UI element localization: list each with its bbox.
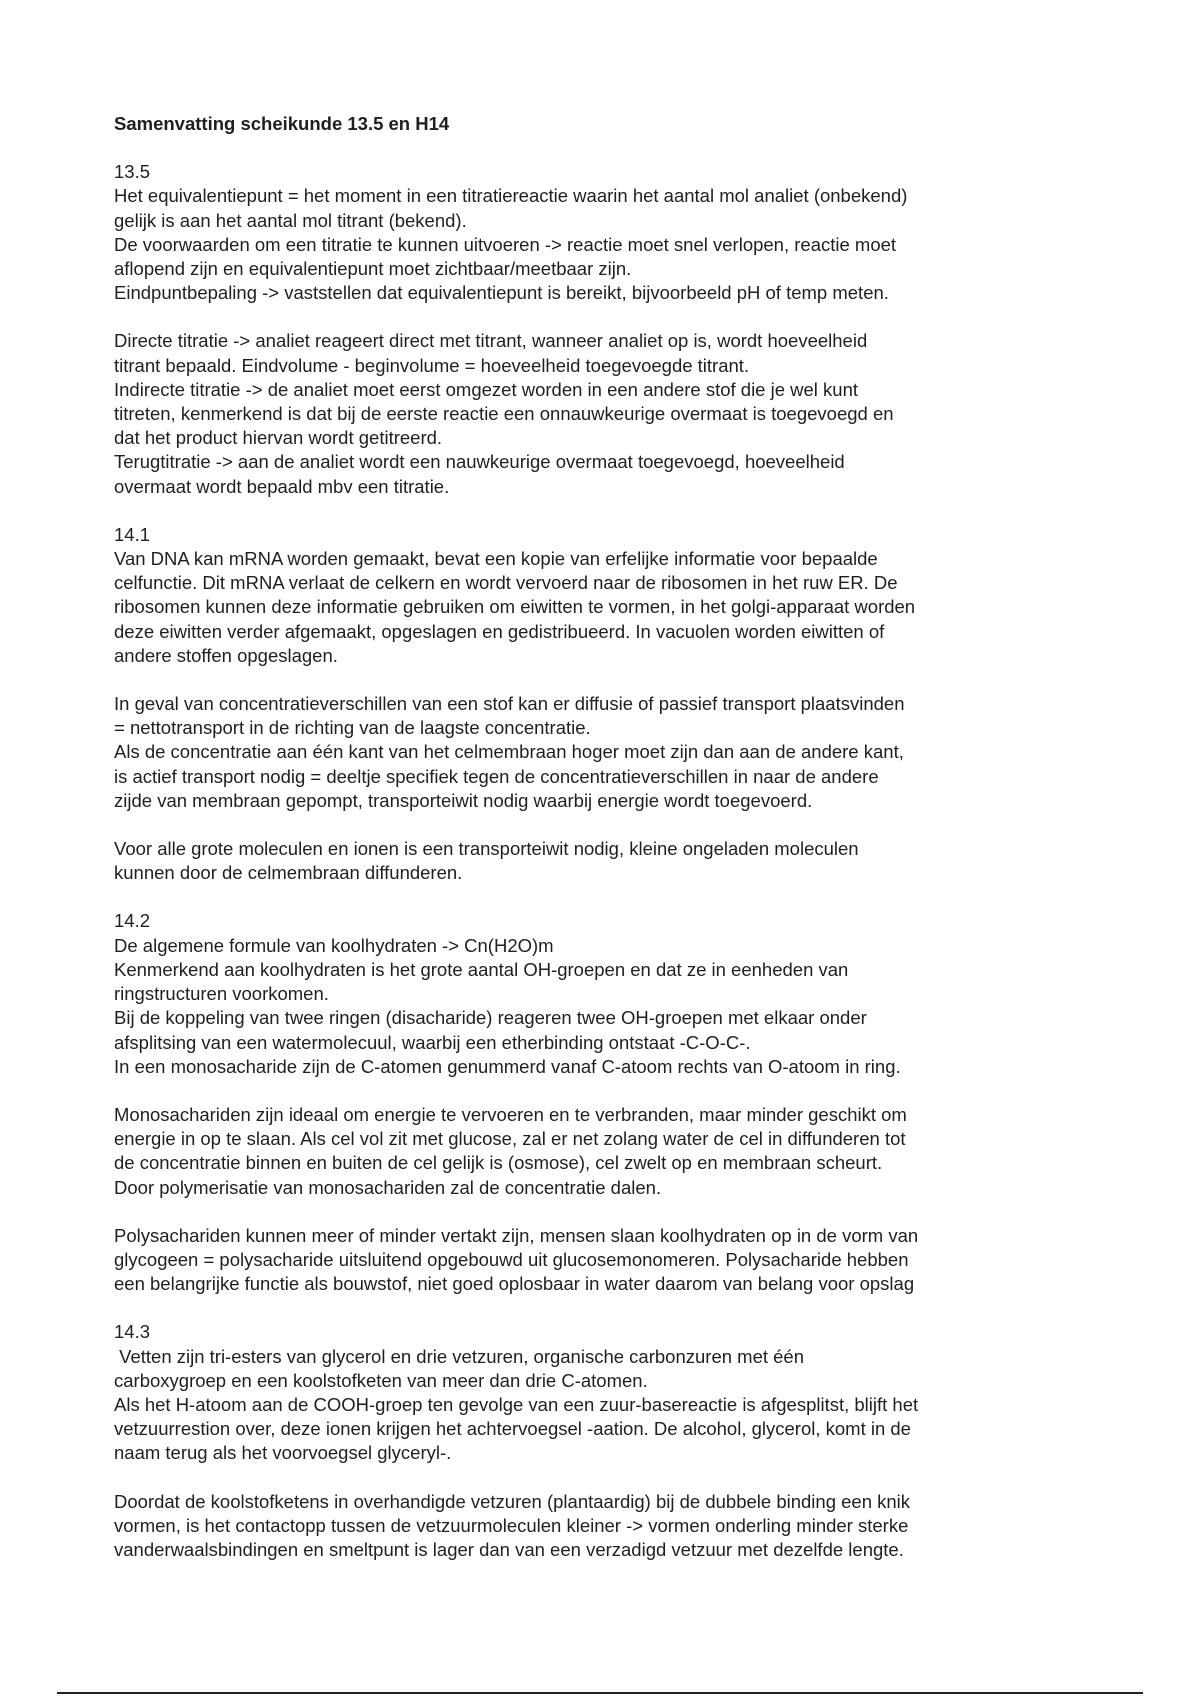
text-line: afsplitsing van een watermolecuul, waarbij een etherbinding ontstaat -C-O-C-.: [114, 1031, 751, 1053]
text-line: dat het product hiervan wordt getitreerd.: [114, 427, 443, 449]
text-line: Indirecte titratie -> de analiet moet eerst omgezet worden in een andere stof die je wel kunt: [114, 378, 859, 400]
text-line: Bij de koppeling van twee ringen (disacharide) reageren twee OH-groepen met elkaar onder: [114, 1007, 867, 1029]
text-line: Als de concentratie aan één kant van het celmembraan hoger moet zijn dan aan de andere kant,: [114, 741, 904, 763]
text-line: overmaat wordt bepaald mbv een titratie.: [114, 475, 450, 497]
text-line: 13.5: [114, 161, 151, 183]
text-line: Het equivalentiepunt = het moment in een titratiereactie waarin het aantal mol analiet (onbekend): [114, 185, 908, 207]
text-line: 14.2: [114, 910, 151, 932]
text-line: titreten, kenmerkend is dat bij de eerste reactie een onnauwkeurige overmaat is toegevoegd en: [114, 403, 894, 425]
text-line: Van DNA kan mRNA worden gemaakt, bevat een kopie van erfelijke informatie voor bepaalde: [114, 548, 878, 570]
text-line: In een monosacharide zijn de C-atomen genummerd vanaf C-atoom rechts van O-atoom in ring.: [114, 1055, 901, 1077]
text-line: vetzuurrestion over, deze ionen krijgen het achtervoegsel -aation. De alcohol, glycerol, komt in de: [114, 1418, 911, 1440]
text-line: is actief transport nodig = deeltje specifiek tegen de concentratieverschillen in naar de andere: [114, 765, 879, 787]
text-line: Terugtitratie -> aan de analiet wordt een nauwkeurige overmaat toegevoegd, hoeveelheid: [114, 451, 845, 473]
paragraph-block: [114, 1490, 1114, 1563]
text-line: Eindpuntbepaling -> vaststellen dat equivalentiepunt is bereikt, bijvoorbeeld pH of temp meten.: [114, 282, 889, 304]
text-line: Monosachariden zijn ideaal om energie te vervoeren en te verbranden, maar minder geschikt om: [114, 1103, 907, 1125]
text-line: energie in op te slaan. Als cel vol zit met glucose, zal er net zolang water de cel in diffunderen tot: [114, 1128, 906, 1150]
paragraph-block: [114, 1103, 1114, 1200]
text-line: celfunctie. Dit mRNA verlaat de celkern en wordt vervoerd naar de ribosomen in het ruw ER. De: [114, 572, 898, 594]
text-line: ringstructuren voorkomen.: [114, 983, 329, 1005]
text-line: aflopend zijn en equivalentiepunt moet zichtbaar/meetbaar zijn.: [114, 258, 632, 280]
text-line: ribosomen kunnen deze informatie gebruiken om eiwitten te vormen, in het golgi-apparaat worden: [114, 596, 916, 618]
text-line: vanderwaalsbindingen en smeltpunt is lager dan van een verzadigd vetzuur met dezelfde lengte.: [114, 1538, 904, 1560]
text-line: Directe titratie -> analiet reageert direct met titrant, wanneer analiet op is, wordt hoeveelheid: [114, 330, 868, 352]
page-bottom-divider: [57, 1692, 1143, 1694]
text-line: Polysachariden kunnen meer of minder vertakt zijn, mensen slaan koolhydraten op in de vorm van: [114, 1224, 919, 1246]
text-line: carboxygroep en een koolstofketen van meer dan drie C-atomen.: [114, 1369, 648, 1391]
text-line: De voorwaarden om een titratie te kunnen uitvoeren -> reactie moet snel verlopen, reactie moet: [114, 233, 897, 255]
document-body: [114, 160, 1114, 1562]
text-line: kunnen door de celmembraan diffunderen.: [114, 862, 463, 884]
text-line: Als het H-atoom aan de COOH-groep ten gevolge van een zuur-basereactie is afgesplitst, blijft het: [114, 1393, 919, 1415]
text-line: een belangrijke functie als bouwstof, niet goed oplosbaar in water daarom van belang voor opslag: [114, 1273, 915, 1295]
text-line: titrant bepaald. Eindvolume - beginvolume = hoeveelheid toegevoegde titrant.: [114, 354, 750, 376]
text-line: = nettotransport in de richting van de laagste concentratie.: [114, 717, 591, 739]
paragraph-block: [114, 160, 1114, 305]
text-line: Kenmerkend aan koolhydraten is het grote aantal OH-groepen en dat ze in eenheden van: [114, 958, 849, 980]
text-line: 14.1: [114, 523, 151, 545]
document-page: [114, 112, 1114, 1586]
document-title: Samenvatting scheikunde 13.5 en H14: [114, 113, 450, 134]
text-line: Vetten zijn tri-esters van glycerol en drie vetzuren, organische carbonzuren met één: [114, 1345, 805, 1367]
text-line: Doordat de koolstofketens in overhandigde vetzuren (plantaardig) bij de dubbele binding een knik: [114, 1490, 911, 1512]
text-line: Door polymerisatie van monosachariden zal de concentratie dalen.: [114, 1176, 662, 1198]
text-line: Voor alle grote moleculen en ionen is een transporteiwit nodig, kleine ongeladen moleculen: [114, 838, 859, 860]
text-line: vormen, is het contactopp tussen de vetzuurmoleculen kleiner -> vormen onderling minder sterke: [114, 1514, 909, 1536]
paragraph-block: [114, 692, 1114, 813]
paragraph-block: [114, 329, 1114, 498]
text-line: gelijk is aan het aantal mol titrant (bekend).: [114, 209, 467, 231]
text-line: glycogeen = polysacharide uitsluitend opgebouwd uit glucosemonomeren. Polysacharide hebben: [114, 1248, 909, 1270]
text-line: deze eiwitten verder afgemaakt, opgeslagen en gedistribueerd. In vacuolen worden eiwitten of: [114, 620, 885, 642]
text-line: De algemene formule van koolhydraten -> Cn(H2O)m: [114, 934, 554, 956]
paragraph-block: [114, 1320, 1114, 1465]
paragraph-block: [114, 1224, 1114, 1297]
text-line: 14.3: [114, 1321, 151, 1343]
text-line: de concentratie binnen en buiten de cel gelijk is (osmose), cel zwelt op en membraan scheurt.: [114, 1152, 883, 1174]
paragraph-block: [114, 523, 1114, 668]
text-line: andere stoffen opgeslagen.: [114, 644, 338, 666]
paragraph-block: [114, 909, 1114, 1078]
text-line: naam terug als het voorvoegsel glyceryl-.: [114, 1442, 452, 1464]
text-line: zijde van membraan gepompt, transporteiwit nodig waarbij energie wordt toegevoerd.: [114, 789, 813, 811]
paragraph-block: [114, 837, 1114, 885]
text-line: In geval van concentratieverschillen van een stof kan er diffusie of passief transport plaatsvinden: [114, 693, 905, 715]
